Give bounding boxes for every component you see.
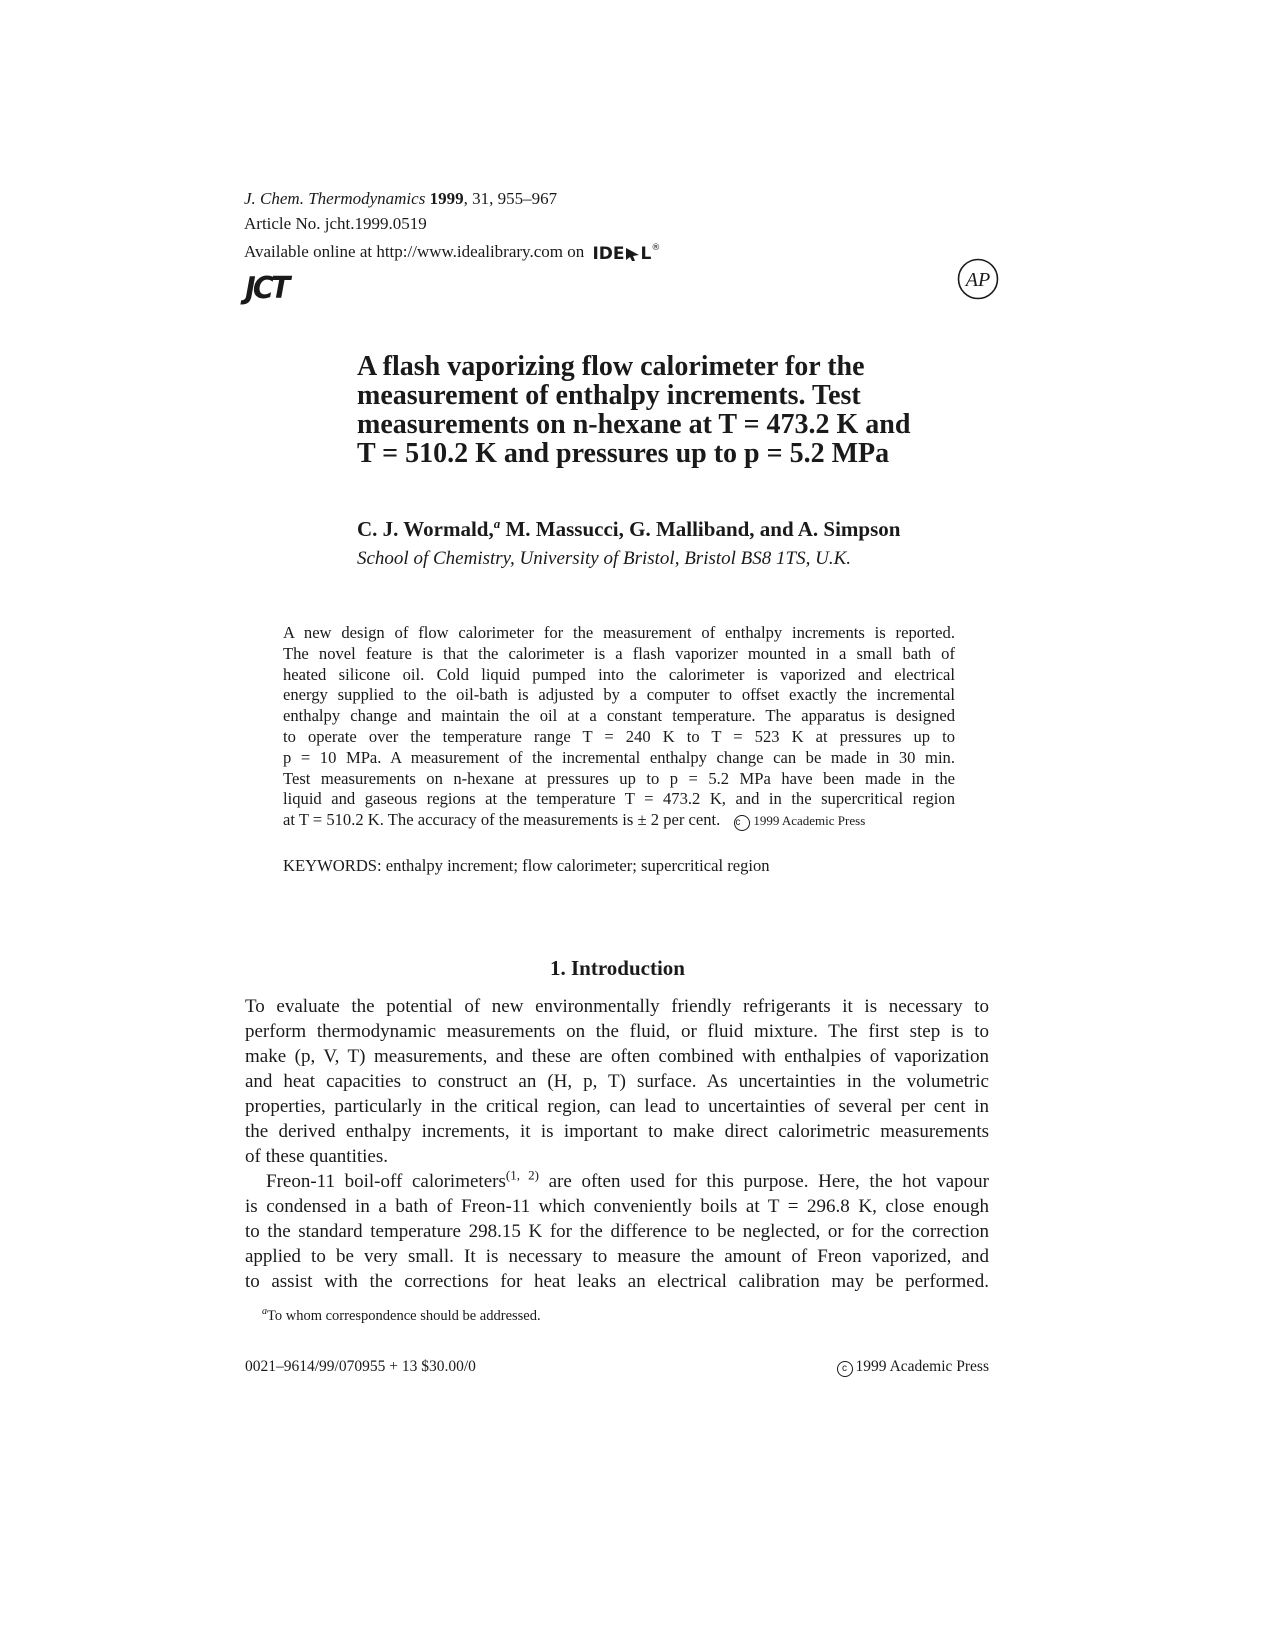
footnote-mark: a — [262, 1306, 267, 1317]
footer-code: 0021–9614/99/070955 + 13 $30.00/0 — [245, 1358, 476, 1375]
abstract-copyright-text: 1999 Academic Press — [753, 813, 866, 829]
citation-ref: (1, 2) — [505, 1167, 539, 1183]
jct-logo: JCT — [245, 271, 288, 306]
para2-start: Freon-11 boil-off calorimeters — [266, 1171, 506, 1192]
online-availability — [244, 236, 660, 267]
abstract-copyright — [734, 813, 865, 828]
body-line: of these quantities. — [245, 1146, 388, 1167]
body-line: applied to be very small. It is necessary to measure the amount of Freon vaporized, and — [245, 1246, 989, 1267]
body-line: properties, particularly in the critical region, can lead to uncertainties of several per cent in — [245, 1096, 989, 1117]
section-heading: 1. Introduction — [550, 956, 685, 980]
abstract-line: A new design of flow calorimeter for the measurement of enthalpy increments is reported. — [283, 623, 955, 642]
body-line: is condensed in a bath of Freon-11 which conveniently boils at T = 296.8 K, close enough — [245, 1196, 989, 1217]
abstract-line: heated silicone oil. Cold liquid pumped into the calorimeter is vaporized and electrical — [283, 664, 955, 684]
body-line: make (p, V, T) measurements, and these are often combined with enthalpies of vaporization — [245, 1046, 989, 1067]
abstract-line: Test measurements on n-hexane at pressures up to p = 5.2 MPa have been made in the — [283, 768, 955, 788]
correspondence-mark: a — [493, 516, 501, 531]
title-line: T = 510.2 K and pressures up to p = 5.2 MPa — [357, 438, 890, 469]
article-number: Article No. jcht.1999.0519 — [244, 214, 427, 233]
journal-year: 1999 — [429, 189, 464, 208]
abstract-line: at T = 510.2 K. The accuracy of the measurements is ± 2 per cent. — [283, 810, 721, 830]
abstract-line: liquid and gaseous regions at the temperature T = 473.2 K, and in the supercritical region — [283, 789, 955, 809]
title-line: measurements on n-hexane at T = 473.2 K and — [357, 409, 911, 440]
abstract — [283, 623, 955, 832]
ideal-logo-tail: L — [640, 244, 652, 264]
masthead — [244, 186, 660, 267]
body-line: To evaluate the potential of new environmentally friendly refrigerants it is necessary to — [245, 996, 989, 1017]
body-line: to the standard temperature 298.15 K for the difference to be neglected, or for the correction — [245, 1221, 989, 1242]
body-line-para2 — [245, 1169, 989, 1194]
online-text: Available online at http://www.idealibrary.com on — [244, 242, 585, 261]
affiliation: School of Chemistry, University of Bristol, Bristol BS8 1TS, U.K. — [357, 548, 851, 569]
article-title — [357, 352, 997, 468]
abstract-line: p = 10 MPa. A measurement of the incremental enthalpy change can be made in 30 min. — [283, 747, 955, 767]
copyright-icon: c — [837, 1361, 853, 1377]
other-authors: M. Massucci, G. Malliband, and A. Simpson — [500, 517, 901, 541]
citation-line — [244, 186, 660, 211]
body-line: to assist with the corrections for heat leaks an electrical calibration may be performed. — [245, 1271, 989, 1292]
body-line: and heat capacities to construct an (H, p, T) surface. As uncertainties in the volumetric — [245, 1071, 989, 1092]
volume-pages: , 31, 955–967 — [463, 189, 558, 208]
footnote-text: To whom correspondence should be addressed. — [267, 1307, 541, 1324]
para2-end: are often used for this purpose. Here, the hot vapour — [538, 1171, 989, 1192]
abstract-last-line — [283, 810, 955, 832]
ideal-arrow-icon — [625, 246, 641, 262]
footer-copyright — [837, 1358, 989, 1377]
ideal-logo — [592, 236, 660, 267]
copyright-icon: c — [734, 815, 750, 831]
body-line: perform thermodynamic measurements on the fluid, or fluid mixture. The first step is to — [245, 1021, 989, 1042]
title-line: measurement of enthalpy increments. Test — [357, 380, 861, 411]
registered-mark: ® — [651, 243, 661, 253]
abstract-line: enthalpy change and maintain the oil at a constant temperature. The apparatus is designed — [283, 706, 955, 726]
abstract-line: to operate over the temperature range T = 240 K to T = 523 K at pressures up to — [283, 726, 955, 746]
footnote — [262, 1306, 541, 1325]
footer-copyright-text: 1999 Academic Press — [855, 1358, 989, 1375]
journal-name: J. Chem. Thermodynamics — [244, 189, 426, 208]
author-list — [357, 516, 900, 542]
academic-press-logo-icon — [957, 258, 999, 300]
abstract-line: energy supplied to the oil-bath is adjusted by a computer to offset exactly the incremental — [283, 685, 955, 705]
abstract-line: The novel feature is that the calorimeter is a flash vaporizer mounted in a small bath of — [283, 643, 955, 663]
keywords: KEYWORDS: enthalpy increment; flow calorimeter; supercritical region — [283, 856, 770, 875]
first-author: C. J. Wormald, — [357, 517, 494, 541]
introduction-text — [245, 994, 989, 1294]
ideal-logo-text: IDE — [592, 244, 625, 264]
ap-logo-text: AP — [965, 269, 991, 291]
title-line: A flash vaporizing flow calorimeter for the — [357, 351, 865, 382]
body-line: the derived enthalpy increments, it is important to make direct calorimetric measurements — [245, 1121, 989, 1142]
